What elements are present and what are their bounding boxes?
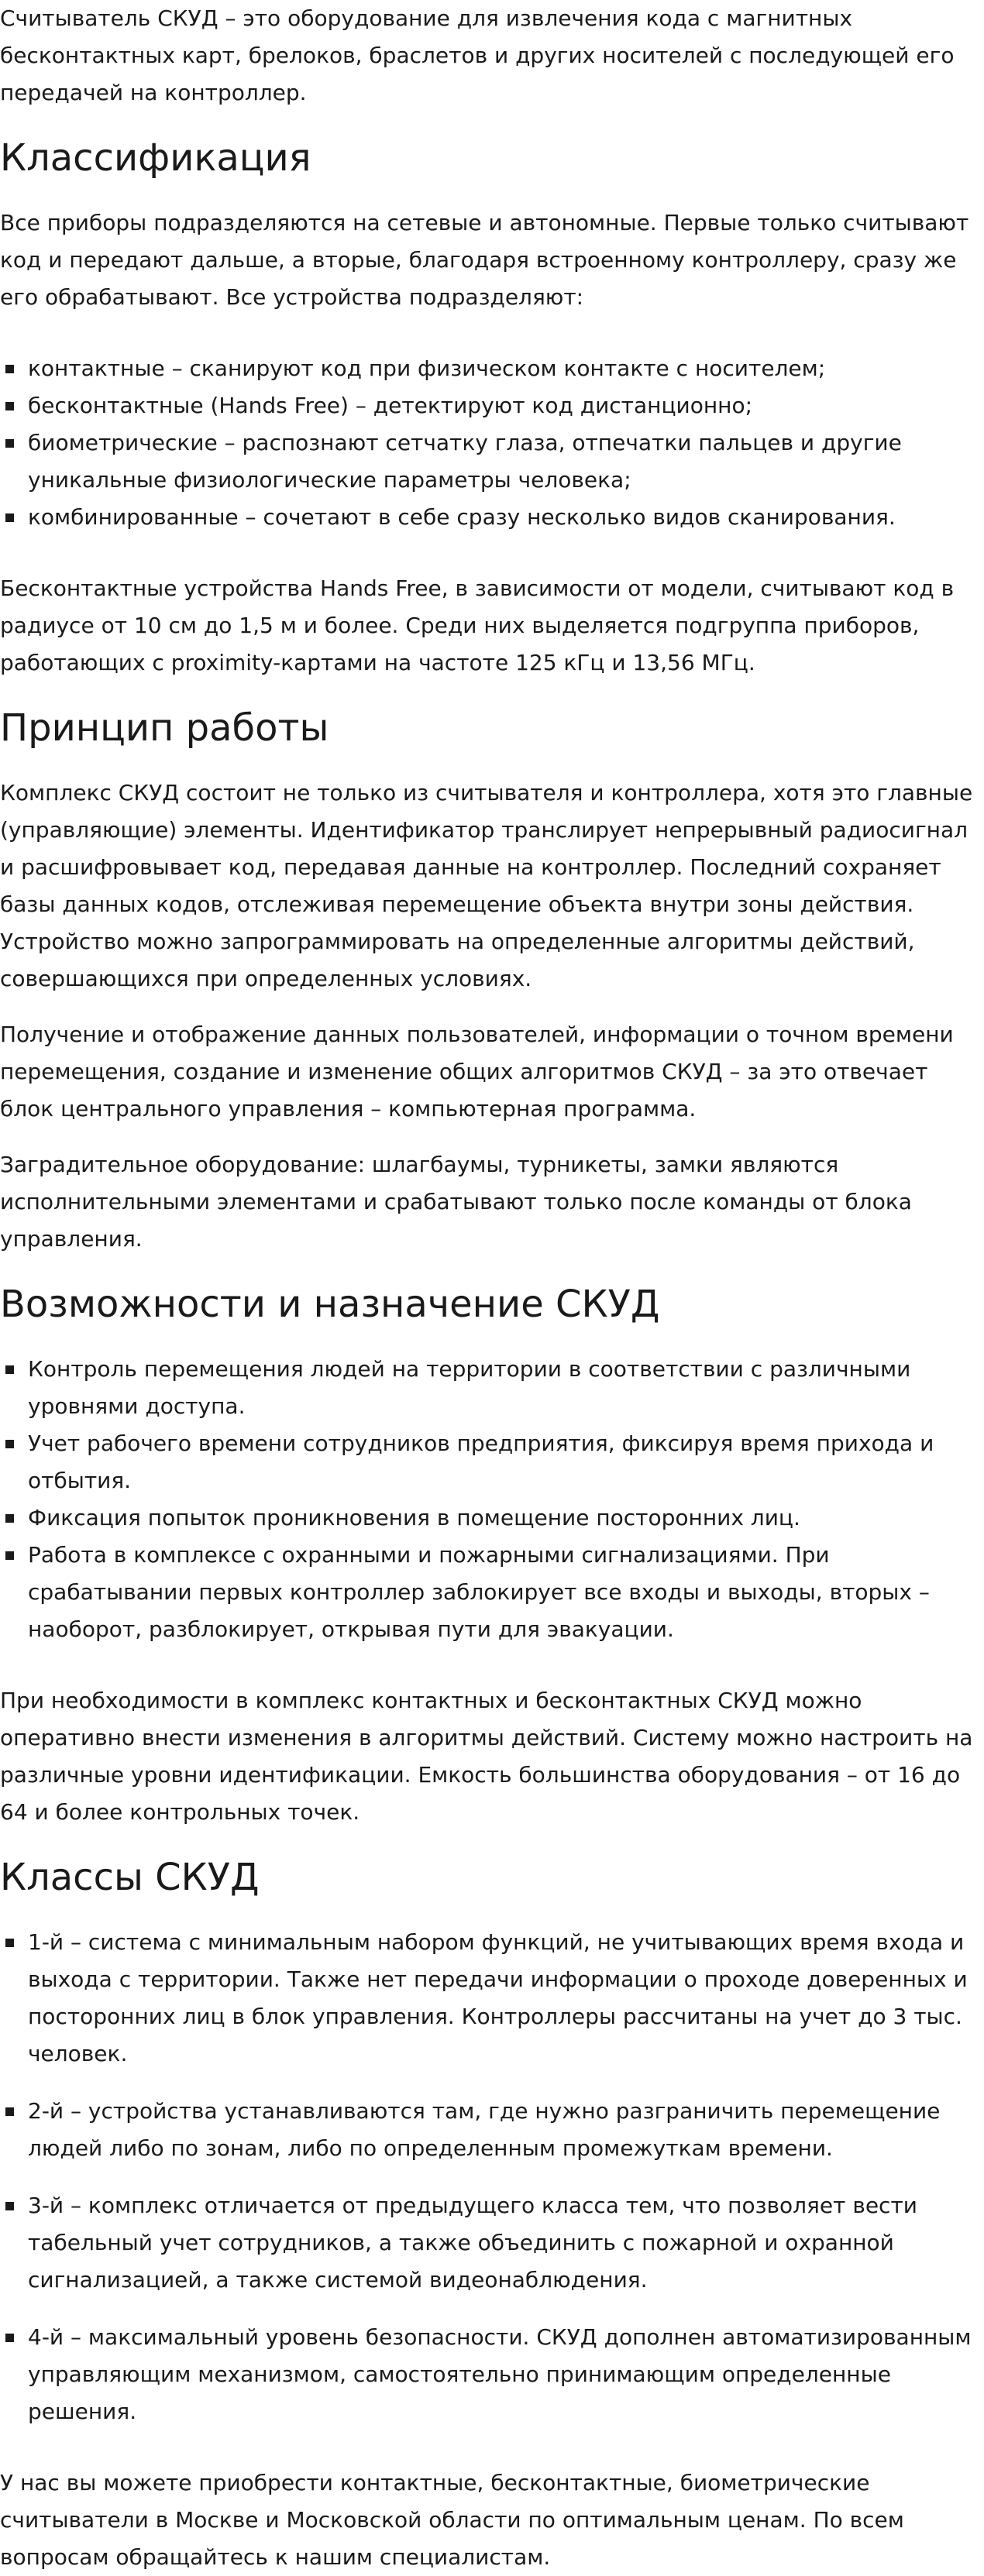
list-item: комбинированные – сочетают в себе сразу несколько видов сканирования. <box>0 499 982 536</box>
features-paragraph-1: При необходимости в комплекс контактных и бесконтактных СКУД можно оперативно внести изменения в алгоритмы действий. Систему можно настроить на различные уровни идентификации. Емкость большинства оборудования – от 16 до 64 и более контрольных точек. <box>0 1688 973 1825</box>
principle-paragraph-1: Комплекс СКУД состоит не только из считывателя и контроллера, хотя это главные (управляющие) элементы. Идентификатор транслирует непрерывный радиосигнал и расшифровывает код, передавая данные на контроллер. Последний сохраняет базы данных кодов, отслеживая перемещение объекта внутри зоны действия. Устройство можно запрограммировать на определенные алгоритмы действий, совершающихся при определенных условиях. <box>0 780 973 991</box>
list-item: контактные – сканируют код при физическом контакте с носителем; <box>0 350 982 387</box>
list-item: 1-й – система с минимальным набором функций, не учитывающих время входа и выхода с территории. Также нет передачи информации о проходе доверенных и посторонних лиц в блок управления. Контроллеры рассчитаны на учет до 3 тыс. человек. <box>0 1924 982 2073</box>
list-item: биометрические – распознают сетчатку глаза, отпечатки пальцев и другие уникальные физиологические параметры человека; <box>0 424 982 499</box>
list-item: 3-й – комплекс отличается от предыдущего класса тем, что позволяет вести табельный учет сотрудников, а также объединить с пожарной и охранной сигнализацией, а также системой видеонаблюдения. <box>0 2187 982 2299</box>
list-item: 2-й – устройства устанавливаются там, где нужно разграничить перемещение людей либо по зонам, либо по определенным промежуткам времени. <box>0 2093 982 2167</box>
list-item: Работа в комплексе с охранными и пожарными сигнализациями. При срабатывании первых контроллер заблокирует все входы и выходы, вторых – наоборот, разблокирует, открывая пути для эвакуации. <box>0 1537 982 1648</box>
classification-paragraph-1: Все приборы подразделяются на сетевые и автономные. Первые только считывают код и передают дальше, а вторые, благодаря встроенному контроллеру, сразу же его обрабатывают. Все устройства подразделяют: <box>0 210 969 310</box>
heading-classification: Классификация <box>0 136 311 180</box>
principle-paragraph-3: Заградительное оборудование: шлагбаумы, турникеты, замки являются исполнительными элементами и срабатывают только после команды от блока управления. <box>0 1152 912 1252</box>
features-list <box>0 1351 982 1648</box>
list-item: 4-й – максимальный уровень безопасности. СКУД дополнен автоматизированным управляющим механизмом, самостоятельно принимающим определенные решения. <box>0 2319 982 2430</box>
classification-list <box>0 350 982 536</box>
classification-paragraph-2: Бесконтактные устройства Hands Free, в зависимости от модели, считывают код в радиусе от 10 см до 1,5 м и более. Среди них выделяется подгруппа приборов, работающих с proximity-картами на частоте 125 кГц и 13,56 МГц. <box>0 575 955 675</box>
list-item: Учет рабочего времени сотрудников предприятия, фиксируя время прихода и отбытия. <box>0 1425 982 1499</box>
list-item: Фиксация попыток проникновения в помещение посторонних лиц. <box>0 1499 982 1537</box>
heading-features: Возможности и назначение СКУД <box>0 1283 660 1326</box>
list-item: бесконтактные (Hands Free) – детектируют код дистанционно; <box>0 387 982 424</box>
intro-paragraph: Считыватель СКУД – это оборудование для извлечения кода с магнитных бесконтактных карт, брелоков, браслетов и других носителей с последующей его передачей на контроллер. <box>0 5 955 105</box>
heading-principle: Принцип работы <box>0 706 329 750</box>
list-item: Контроль перемещения людей на территории в соответствии с различными уровнями доступа. <box>0 1351 982 1425</box>
classes-list <box>0 1924 982 2430</box>
heading-classes: Классы СКУД <box>0 1856 260 1899</box>
principle-paragraph-2: Получение и отображение данных пользователей, информации о точном времени перемещения, создание и изменение общих алгоритмов СКУД – за это отвечает блок центрального управления – компьютерная программа. <box>0 1022 954 1121</box>
outro-paragraph: У нас вы можете приобрести контактные, бесконтактные, биометрические считыватели в Москве и Московской области по оптимальным ценам. По всем вопросам обращайтесь к нашим специалистам. <box>0 2470 904 2570</box>
